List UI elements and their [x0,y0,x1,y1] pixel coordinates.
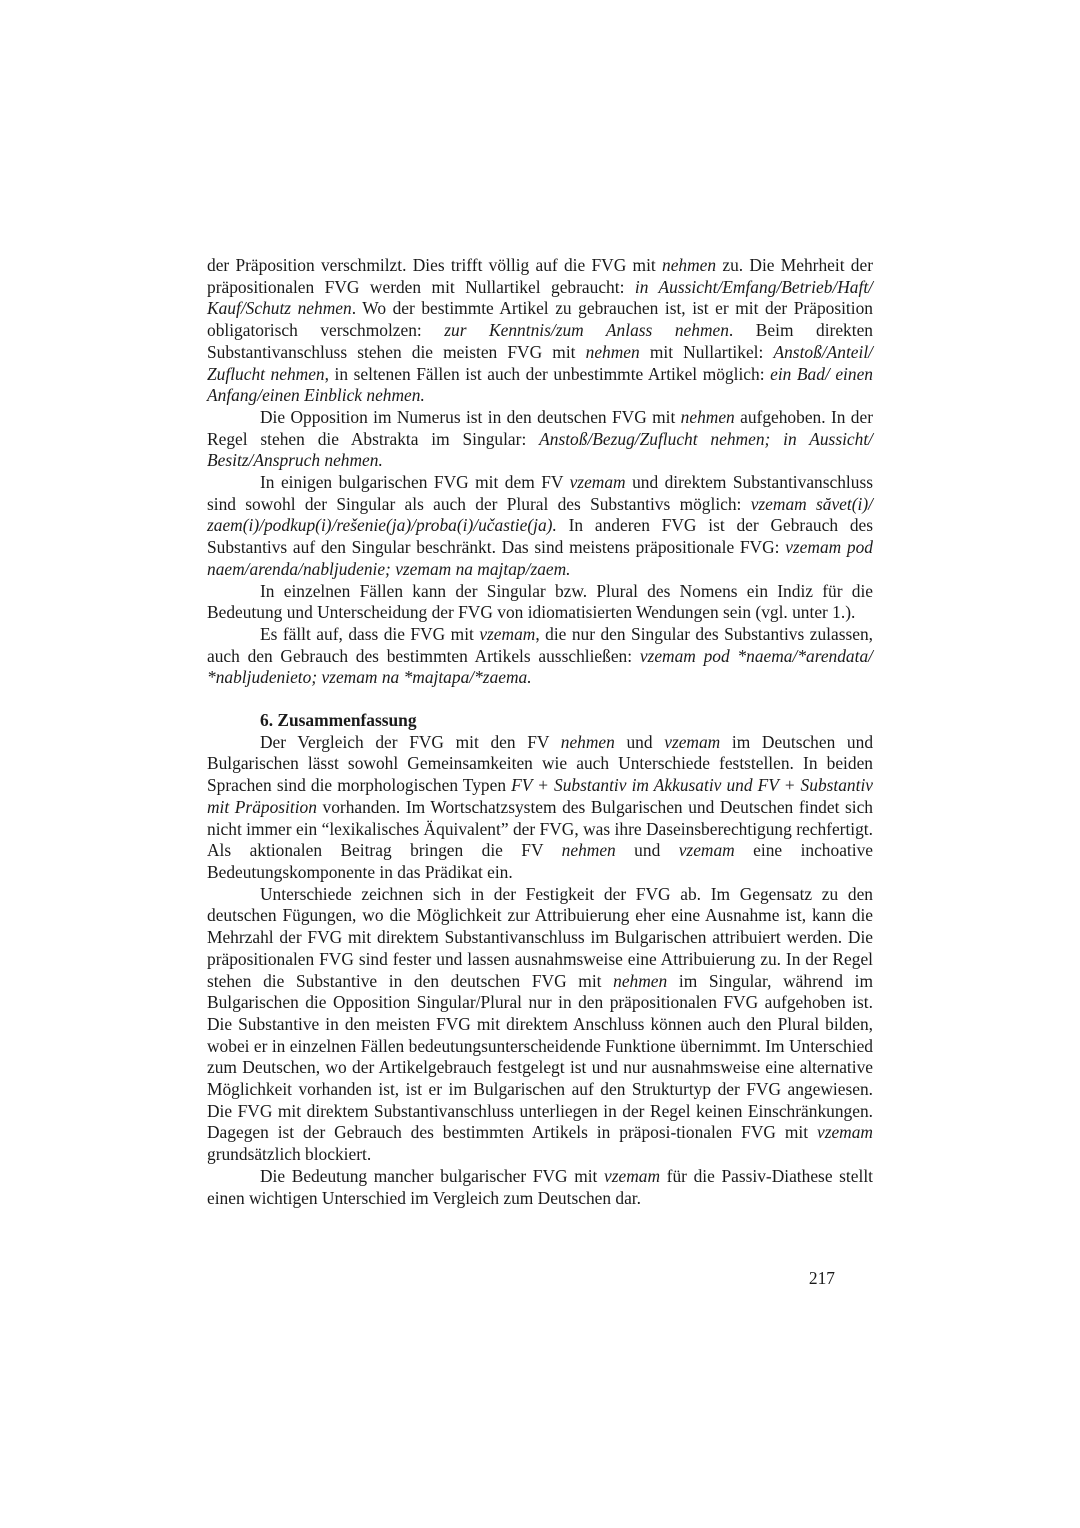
italic-run: nehmen [613,970,668,991]
paragraph-4 [207,581,873,624]
text-run: In anderen FVG ist der Gebrauch des Substantivs auf den Singular beschränkt. Das sind meistens präpositionale FVG: [207,515,873,558]
italic-run: zur Kenntnis/zum Anlass nehmen [444,320,729,341]
text-run: Unterschiede zeichnen sich in der Festigkeit der FVG ab. Im Gegensatz zu den deutschen Fügungen, wo die Möglichkeit zur Attribuierung eher eine Ausnahme ist, kann die Mehrzahl der FVG mit direktem Substantivanschluss im Bulgarischen attribuiert werden. Die präpositionalen FVG sind fester und lassen ausnahmsweise eine Attribuierung zu. In der Regel stehen die Substantive in den deutschen FVG mit [207,883,873,991]
paragraph-6 [207,732,873,884]
italic-run: vzemam [569,472,626,493]
paragraph-8 [207,1166,873,1209]
italic-run: Anstoß/Anteil/ Zuflucht nehmen [207,341,873,384]
paragraph-5 [207,624,873,689]
italic-run: vzemam [816,1122,873,1143]
text-run: , in seltenen Fällen ist auch der unbestimmte Artikel möglich: [324,363,771,384]
italic-run: Anstoß/Bezug/Zuflucht nehmen; in Aussicht/ Besitz/Anspruch nehmen. [207,428,873,471]
text-run: eine inchoative Bedeutungskomponente in das Prädikat ein. [207,840,873,882]
text-run: In einzelnen Fällen kann der Singular bzw. Plural des Nomens ein Indiz für die Bedeutung und Unterscheidung der FVG von idiomatisierten Wendungen sein (vgl. unter 1.). [207,580,873,623]
text-run: Der Vergleich der FVG mit den FV [260,731,561,752]
italic-run: nehmen [560,731,615,752]
text-run: für die Passiv-Diathese stellt einen wichtigen Unterschied im Vergleich zum Deutschen dar. [207,1165,873,1208]
paragraph-2 [207,407,873,472]
italic-run: ein Bad/ einen Anfang/einen Einblick nehmen. [207,363,874,406]
text-run: grundsätzlich blockiert. [207,1144,372,1165]
italic-run: nehmen [662,255,717,275]
text-run: und [614,731,665,752]
italic-run: vzemam pod naem/arenda/nabljudenie; vzemam na majtap/zaem. [207,537,873,579]
paragraph-7 [207,884,873,1166]
page-number: 217 [808,1268,835,1288]
text-run: Die Bedeutung mancher bulgarischer FVG mit [260,1165,605,1186]
text-run: und [615,840,679,861]
italic-run: vzemam săvet(i)/ zaem(i)/podkup(i)/rešenie(ja)/proba(i)/učastie(ja). [207,493,873,536]
page-body [207,255,873,1209]
paragraph-1 [207,255,873,407]
italic-run: nehmen [585,341,640,362]
text-run: Es fällt auf, dass die FVG mit [260,623,480,644]
text-run: . Wo der bestimmte Artikel zu gebrauchen ist, ist er mit der Präposition obligatorisch verschmolzen: [207,298,873,341]
section-heading: 6. Zusammenfassung [260,710,417,731]
italic-run: FV + Substantiv im Akkusativ und FV + Substantiv mit Präposition [207,775,874,817]
text-run: der Präposition verschmilzt. Dies trifft völlig auf die FVG mit [207,255,663,275]
text-run: aufgehoben. In der Regel stehen die Abstrakta im Singular: [207,406,873,449]
paragraph-3 [207,472,873,581]
italic-run: vzemam [678,840,735,861]
italic-run: nehmen [680,406,735,427]
italic-run: nehmen [561,840,616,861]
italic-run: in Aussicht/Emfang/Betrieb/Haft/ Kauf/Schutz nehmen [207,276,873,319]
italic-run: vzemam pod *naema/*arendata/ *nabljudenieto; vzemam na *majtapa/*zaema. [207,645,873,688]
text-run: zu. Die Mehrheit der präpositionalen FVG werden mit Nullartikel gebraucht: [207,255,873,297]
text-run: In einigen bulgarischen FVG mit dem FV [260,472,570,493]
text-run: . Beim direkten Substantivanschluss stehen die meisten FVG mit [207,320,873,362]
italic-run: vzemam [604,1165,661,1186]
text-run: vorhanden. Im Wortschatzsystem des Bulgarischen und Deutschen findet sich nicht immer ein “lexikalisches Äquivalent” der FVG, was ihre Daseinsberechtigung rechfertigt. Als aktionalen Beitrag bringen die FV [207,796,873,861]
text-run: und direktem Substantivanschluss sind sowohl der Singular als auch der Plural des Substantivs möglich: [207,472,873,514]
italic-run: vzemam [479,623,536,644]
text-run: im Deutschen und Bulgarischen lässt sowohl Gemeinsamkeiten wie auch Unterschiede feststellen. In beiden Sprachen sind die morphologischen Typen [207,731,874,796]
text-run: mit Nullartikel: [639,341,774,362]
text-run: , die nur den Singular des Substantivs zulassen, auch den Gebrauch des bestimmten Artikels ausschließen: [207,623,873,666]
text-run: Die Opposition im Numerus ist in den deutschen FVG mit [260,406,681,427]
italic-run: vzemam [664,731,721,752]
text-run: im Singular, während im Bulgarischen die Opposition Singular/Plural nur in den präpositionalen FVG aufgehoben ist. Die Substantive in den meisten FVG mit direktem Anschluss können auch den Plural bilden, wobei er in einzelnen Fällen bedeutungsunterscheidende Funktione übernimmt. Im Unterschied zum Deutschen, wo der Artikelgebrauch festgelegt ist und nur ausnahmsweise eine alternative Möglichkeit vorhanden ist, ist er im Bulgarischen auf den Strukturtyp der FVG angewiesen. Die FVG mit direktem Substantivanschluss unterliegen in der Regel keinen Einschränkungen. Dagegen ist der Gebrauch des bestimmten Artikels in präposi-tionalen FVG mit [207,970,873,1143]
